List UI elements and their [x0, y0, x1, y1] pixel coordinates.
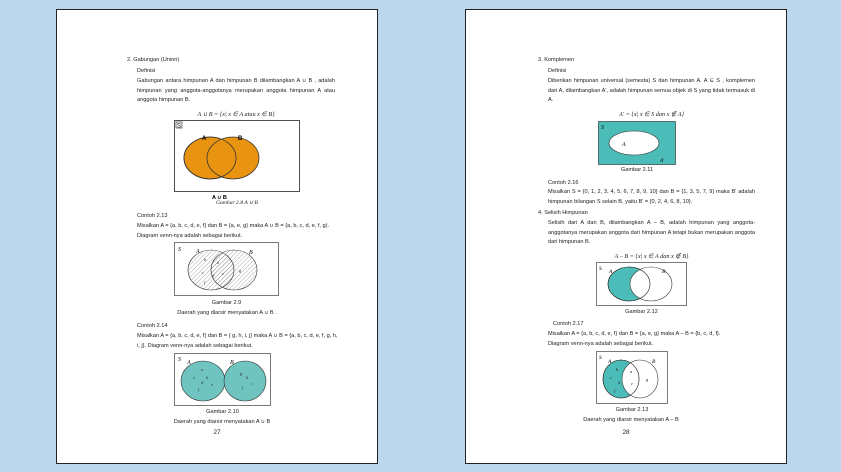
set-a-label: A	[608, 359, 612, 365]
definition-label: Definisi	[548, 68, 567, 74]
union-formula: A ∪ B = {x| x ∈ A atau x ∈ B}	[197, 111, 275, 118]
set-b-circle	[211, 250, 257, 290]
svg-text:d: d	[201, 380, 204, 385]
example-text-2-13: Misalkan A = {a, b, c, d, e, f} dan B = {a, e, g} maka A ∪ B = {a, b, c, d, e, f, g).	[137, 223, 330, 229]
svg-text:e: e	[211, 382, 213, 387]
page-28	[465, 9, 787, 464]
svg-text:f: f	[204, 280, 206, 285]
figure-caption-2-9: Gambar 2.9	[211, 300, 242, 306]
svg-text:b: b	[204, 257, 207, 262]
venn-hatched-figure	[174, 242, 279, 296]
set-b-label: B	[652, 359, 656, 365]
section-heading-union: 2. Gabungan (Union)	[127, 57, 180, 63]
svg-text:c: c	[193, 375, 195, 380]
difference-formula: A – B = {x| x ∈ A dan x ∉ B}	[614, 253, 689, 260]
set-b-label: B	[249, 250, 253, 256]
example-label-2-13: Contoh 2.13	[137, 213, 168, 219]
example-text-2-14-line2: i, j}. Diagram venn-nya adalah sebagai berikut.	[137, 343, 253, 349]
svg-text:f: f	[198, 387, 200, 392]
svg-text:e: e	[222, 271, 224, 276]
venn-union-figure	[174, 120, 300, 201]
set-b-label: B	[662, 269, 666, 275]
figure-caption-2-10: Gambar 2.10	[206, 409, 239, 415]
venn-difference-figure	[596, 262, 687, 306]
svg-text:g: g	[646, 377, 649, 382]
set-s-label: S	[178, 357, 181, 363]
definition-label: Definisi	[137, 68, 156, 74]
figure-description-2-10: Daerah yang diarsir menyatakan A ∪ B	[173, 419, 271, 425]
union-bottom-label: A ∪ B	[212, 195, 227, 201]
definition-text: Gabungan antara himpunan A dan himpunan B dilambangkan A ∪ B , adalah himpunan yang anggota-anggotanya merupakan anggota himpunan A atau anggota himpunan B.	[137, 78, 335, 104]
section-heading-complement: 3. Komplemen	[538, 57, 575, 63]
svg-text:g: g	[239, 268, 242, 273]
set-a-label: A	[202, 136, 207, 142]
example-text-2-16: Misalkan S = {0, 1, 2, 3, 4, 5, 6, 7, 8, 9, 10} dan B = {1, 3, 5, 7, 9} maka B' adalah himpunan bilangan S selain B, yaitu B' = {0, 2, 4, 6, 8, 10}.	[548, 189, 755, 205]
svg-text:b: b	[616, 367, 619, 372]
svg-text:e: e	[631, 381, 633, 386]
set-s-label: S	[599, 266, 602, 272]
set-s-label: S	[599, 355, 602, 361]
svg-text:a: a	[201, 367, 204, 372]
set-b-circle	[207, 137, 259, 179]
svg-text:f: f	[614, 388, 616, 393]
svg-text:i: i	[252, 381, 254, 386]
example-label-2-17: Contoh 2.17	[553, 321, 584, 327]
section-heading-difference: 4. Selisih Himpunan	[538, 210, 588, 216]
svg-text:a: a	[630, 369, 633, 374]
venn-complement-figure	[598, 121, 676, 165]
svg-text:c: c	[202, 270, 204, 275]
example-label-2-16: Contoh 2.16	[548, 180, 579, 186]
page-number: 27	[213, 429, 221, 436]
venn-difference-example-figure	[596, 351, 668, 404]
example-text-2-14-line1: Misalkan A = {a, b, c, d, e, f} dan B = { g, h, i, j} maka A ∪ B = {a, b, c, d, e, f, g, h,	[137, 333, 338, 339]
set-s-label: S	[601, 125, 604, 131]
svg-text:d: d	[212, 273, 215, 278]
definition-text: Diberikan himpunan universal (semesta) S dan himpunan A. A ⊆ S , komplemen dari A, dilambangkan A', adalah himpunan semua objek di S yang tidak termasuk di A.	[548, 78, 755, 104]
svg-text:d: d	[618, 380, 621, 385]
set-b-label: B	[238, 136, 243, 142]
example-text-2-17: Misalkan A = {a, b, c, d, e, f} dan B = {a, e, g} maka A – B = {b, c, d, f}.	[548, 331, 721, 337]
set-a-label: A	[622, 142, 626, 148]
complement-formula: A' = {x| x ∈ S dan x ∉ A}	[619, 111, 684, 118]
set-b-circle	[224, 361, 266, 401]
set-a-ellipse	[609, 131, 659, 155]
figure-caption-2-13: Gambar 2.13	[615, 407, 649, 413]
example-label-2-14: Contoh 2.14	[137, 323, 168, 329]
example-diagram-note-2-17: Diagram venn-nya adalah sebagai berikut.	[548, 341, 654, 347]
page-number: 28	[622, 429, 630, 436]
figure-caption-2-8: Gambar 2.8 A ∪ B	[216, 200, 258, 206]
svg-text:a: a	[217, 260, 220, 265]
set-s-label: S	[178, 247, 181, 253]
page-27	[56, 9, 378, 464]
set-a-label: A	[187, 360, 191, 366]
svg-text:h: h	[246, 375, 249, 380]
svg-text:j: j	[242, 385, 244, 390]
figure-caption-2-12: Gambar 2.12	[625, 309, 658, 315]
svg-text:c: c	[610, 375, 612, 380]
example-diagram-note-2-13: Diagram venn-nya adalah sebagai berikut.	[137, 233, 243, 239]
svg-text:g: g	[240, 371, 243, 376]
definition-text-difference: Selisih dari A dan B, dilambangkan A – B, adalah himpunan yang anggota-anggotanya merupakan anggota dari himpunan A tetapi bukan merupakan anggota dari himpunan B.	[548, 220, 755, 246]
complement-label: A'	[660, 159, 665, 164]
set-a-label: A	[609, 269, 613, 275]
figure-description-2-13: Daerah yang diarsir menyatakan A – B	[583, 417, 679, 423]
set-s-label: S	[177, 123, 182, 130]
svg-text:b: b	[206, 375, 209, 380]
set-b-label: B	[230, 360, 234, 366]
set-a-label: A	[196, 249, 200, 255]
figure-description-2-9: Daerah yang diarsir menyatakan A ∪ B .	[177, 310, 277, 316]
figure-caption-2-11: Gambar 2.11	[620, 167, 654, 173]
venn-disjoint-union-figure	[174, 353, 271, 406]
